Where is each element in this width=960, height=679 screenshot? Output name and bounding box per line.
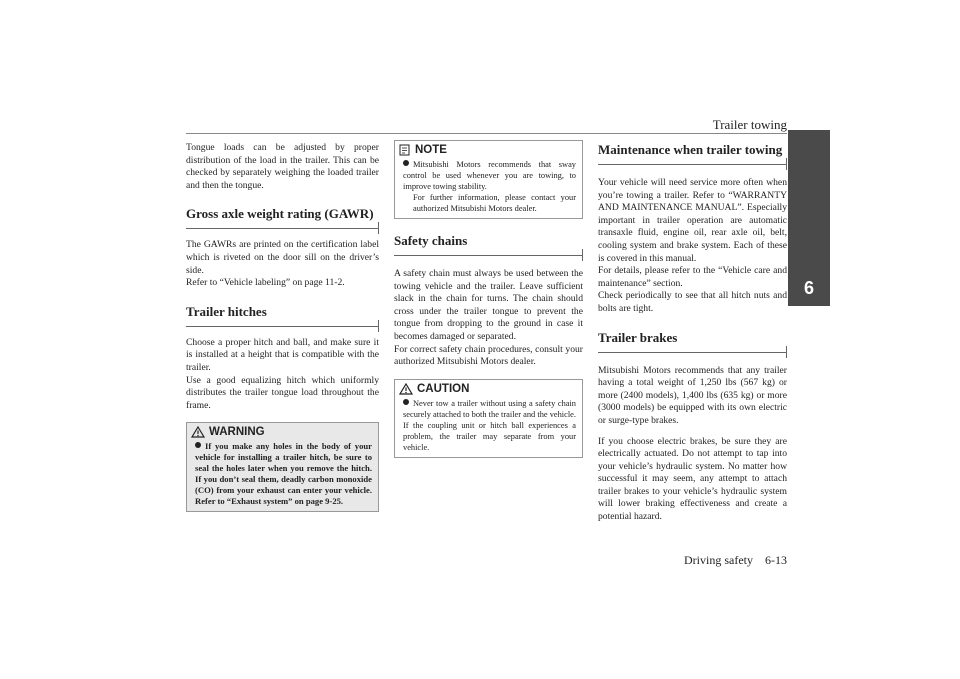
- column-1: [186, 142, 379, 512]
- column-3: [598, 142, 787, 524]
- maintenance-paragraph: Your vehicle will need service more often when you’re towing a trailer. Refer to “WARRANTY AND MAINTENANCE MANUAL”. Especially important in trailer operation are automatic transaxle fluid, engine oil, rear axle oil, belt, cooling system and brake system. Each of these is covered in this manual.: [598, 177, 787, 264]
- gawr-reference: Refer to “Vehicle labeling” on page 11-2.: [186, 277, 345, 289]
- gawr-paragraph: The GAWRs are printed on the certification label which is riveted on the door sill on the driver’s side.: [186, 239, 379, 276]
- brakes-paragraph: Mitsubishi Motors recommends that any trailer having a total weight of 1,250 lbs (567 kg) or more (2400 models), 1,400 lbs (635 kg) or more (3000 models) be equipped with its own electric or surge-type brakes.: [598, 364, 787, 426]
- maintenance-paragraph-2: For details, please refer to the “Vehicle care and maintenance” section.: [598, 265, 787, 289]
- warning-box: [186, 422, 379, 512]
- header-rule: [186, 133, 787, 134]
- chapter-number: 6: [788, 270, 830, 306]
- caution-body: [395, 398, 582, 457]
- bullet-icon: [195, 442, 201, 448]
- hitches-heading: Trailer hitches: [186, 304, 379, 327]
- chains-paragraph-2: For correct safety chain procedures, consult your authorized Mitsubishi Motors dealer.: [394, 343, 583, 368]
- chapter-tab-bar: [788, 130, 830, 270]
- caution-box: [394, 379, 583, 458]
- safety-chains-heading: Safety chains: [394, 233, 583, 256]
- hitches-paragraph-2: Use a good equalizing hitch which uniformly distributes the trailer tongue load throughout the frame.: [186, 374, 379, 411]
- pencil-note-icon: [399, 144, 411, 156]
- gawr-heading: Gross axle weight rating (GAWR): [186, 206, 379, 229]
- caution-header: [395, 380, 582, 398]
- intro-paragraph: Tongue loads can be adjusted by proper distribution of the load in the trailer. This can be checked by separately weighing the loaded trailer and then the tongue.: [186, 142, 379, 191]
- note-label: NOTE: [415, 144, 447, 156]
- maintenance-heading: Maintenance when trailer towing: [598, 142, 787, 165]
- note-text-2: For further information, please contact your authorized Mitsubishi Motors dealer.: [413, 193, 576, 213]
- maintenance-paragraph-3: Check periodically to see that all hitch nuts and bolts are tight.: [598, 290, 787, 314]
- bullet-icon: [403, 160, 409, 166]
- running-header: Trailer towing: [712, 117, 787, 132]
- note-body: [395, 159, 582, 218]
- warning-body: [187, 441, 378, 511]
- caution-label: CAUTION: [417, 382, 470, 395]
- warning-triangle-icon: [191, 426, 205, 438]
- warning-label: WARNING: [209, 426, 265, 439]
- page-footer: Driving safety 6-13: [684, 553, 787, 567]
- warning-text: If you make any holes in the body of your vehicle for installing a trailer hitch, be sure to seal the holes later when you remove the hitch. If you don’t seal them, deadly carbon monoxide (CO) from your exhaust can enter your vehicle. Refer to “Exhaust system” on page 9-25.: [195, 441, 372, 507]
- note-text: Mitsubishi Motors recommends that sway control be used whenever you are towing, to improve towing stability.: [403, 160, 576, 191]
- bullet-icon: [403, 399, 409, 405]
- column-2: [394, 140, 583, 458]
- caution-text: Never tow a trailer without using a safety chain securely attached to both the trailer and the vehicle. If the coupling unit or hitch ball experiences a problem, the trailer may separate from your vehicle.: [403, 398, 576, 452]
- brakes-paragraph-2: If you choose electric brakes, be sure they are electrically actuated. Do not attempt to tap into your vehicle’s hydraulic system. No matter how successful it may seem, any attempt to attach trailer brakes to your vehicle’s hydraulic system will lower braking effectiveness and create a potential hazard.: [598, 435, 787, 523]
- note-header: [395, 141, 582, 159]
- chains-paragraph: A safety chain must always be used between the towing vehicle and the trailer. Leave sufficient slack in the chain for turns. The chain should cross under the trailer tongue to prevent the tongue from dropping to the ground in case it becomes damaged or separated.: [394, 268, 583, 342]
- hitches-paragraph: Choose a proper hitch and ball, and make sure it is installed at a height that is compatible with the trailer.: [186, 336, 379, 373]
- caution-triangle-icon: [399, 383, 413, 395]
- note-box: [394, 140, 583, 219]
- warning-header: [187, 423, 378, 441]
- trailer-brakes-heading: Trailer brakes: [598, 330, 787, 353]
